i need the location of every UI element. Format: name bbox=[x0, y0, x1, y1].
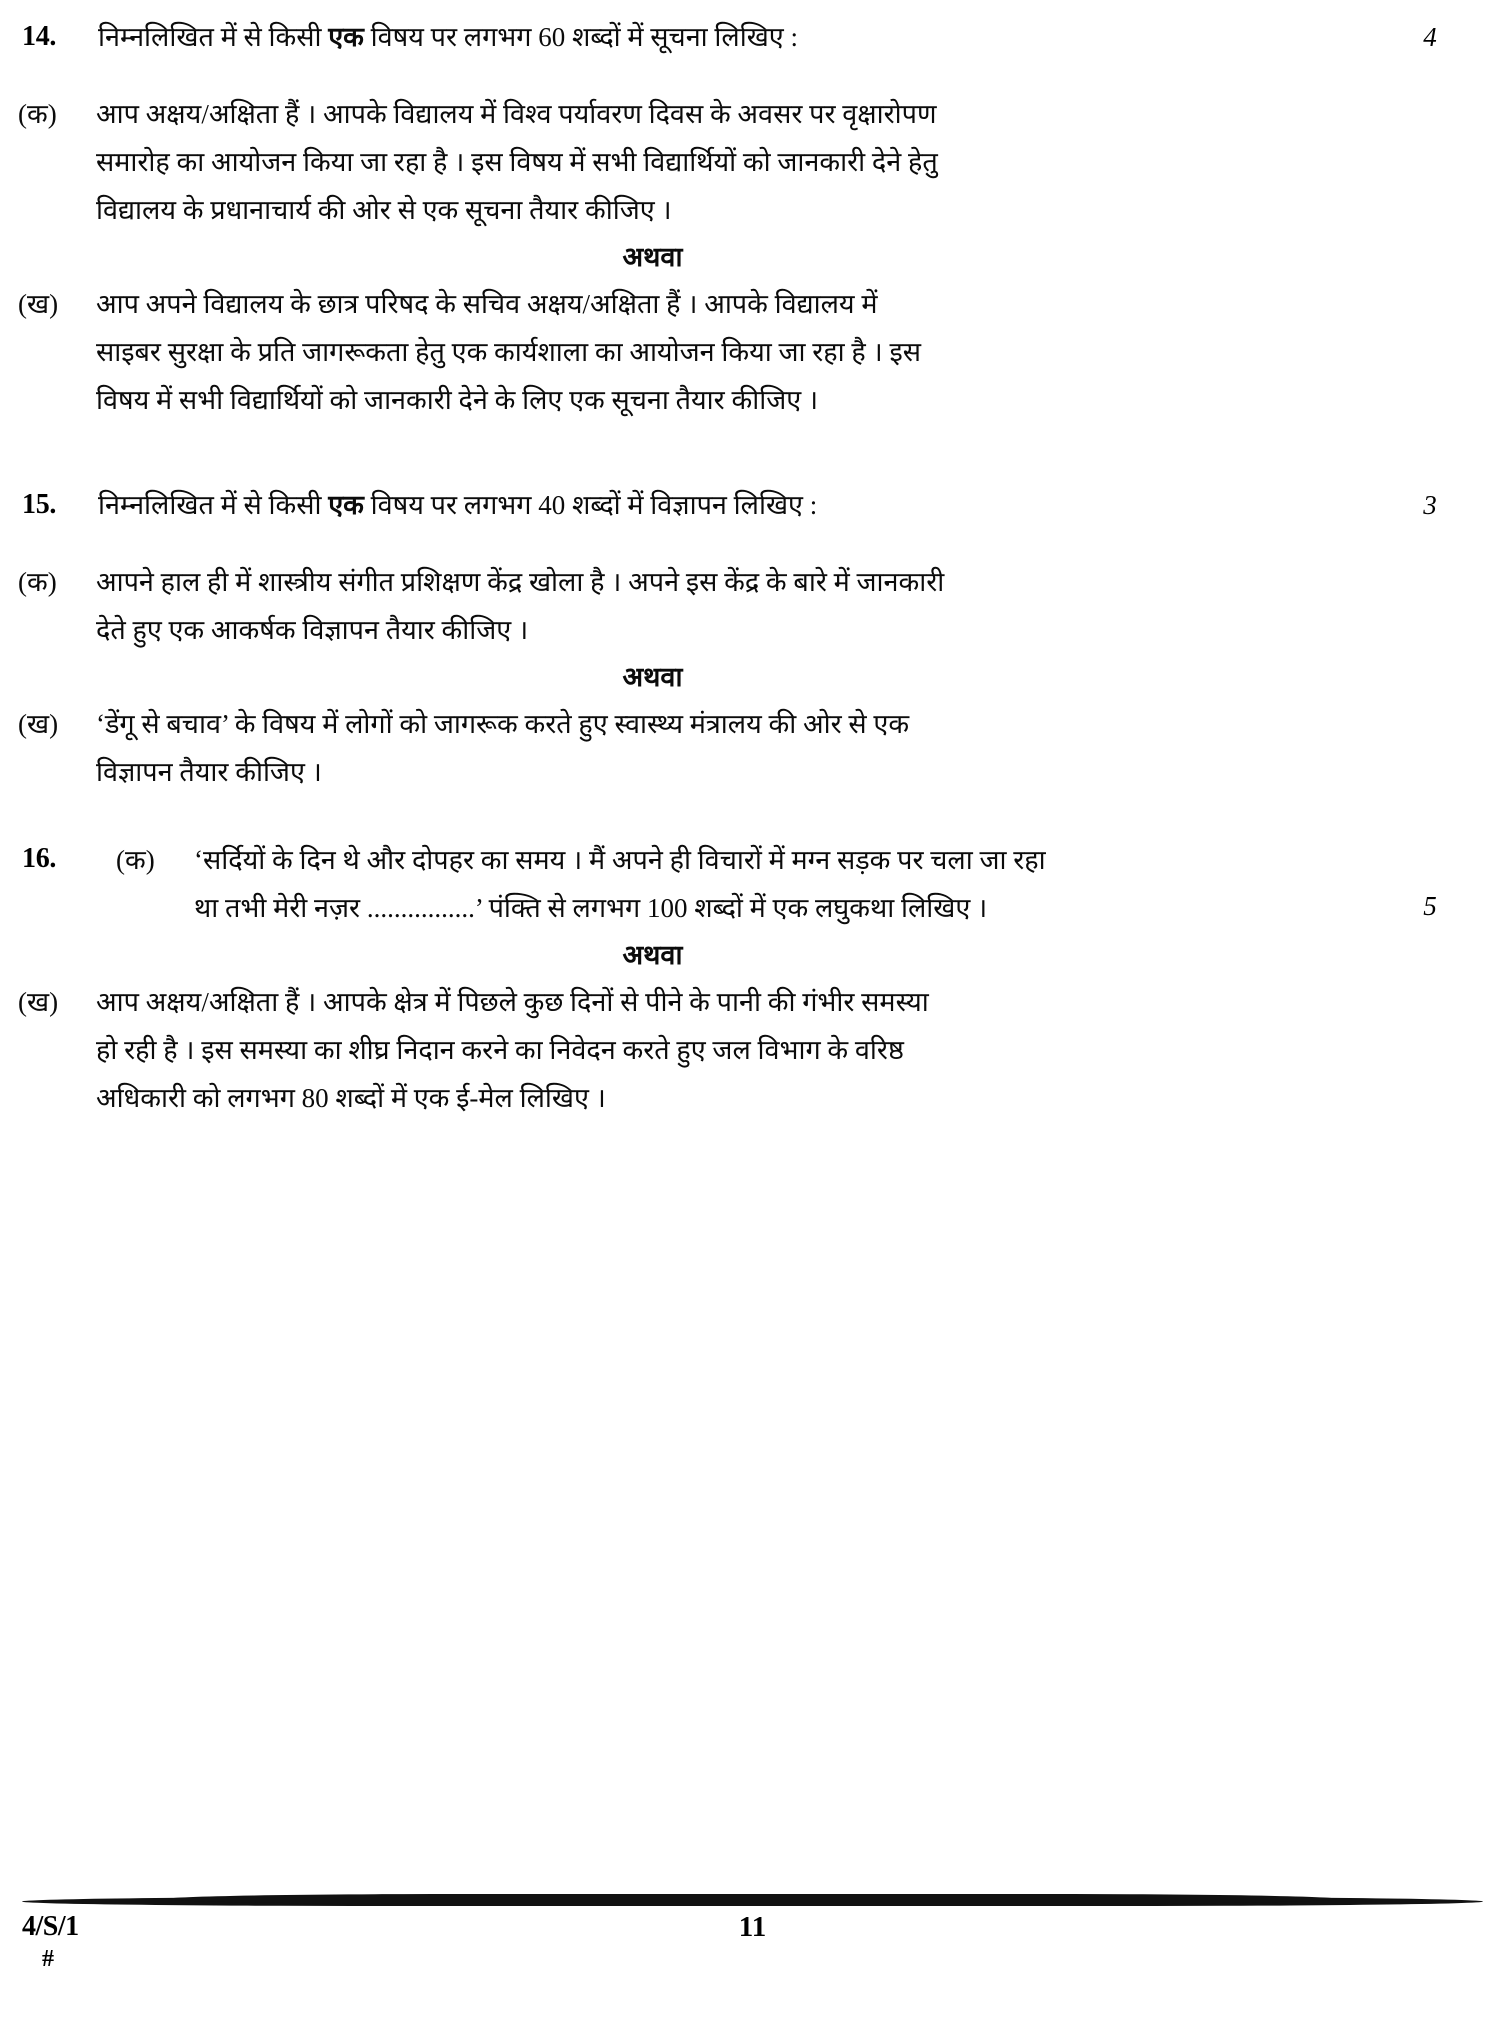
text-line: आप अक्षय/अक्षिता हैं । आपके विद्यालय में विश्व पर्यावरण दिवस के अवसर पर वृक्षारोपण bbox=[96, 99, 937, 129]
question-15-option-a-label: (क) bbox=[18, 567, 57, 597]
question-14-option-b-text bbox=[96, 280, 1475, 424]
question-15-marks: 3 bbox=[1423, 490, 1437, 520]
question-14-option-a-text bbox=[96, 90, 1475, 234]
question-15-number: 15. bbox=[22, 489, 57, 520]
question-15 bbox=[0, 482, 1475, 528]
text-line: साइबर सुरक्षा के प्रति जागरूकता हेतु एक कार्यशाला का आयोजन किया जा रहा है । इस bbox=[96, 337, 921, 367]
question-15-option-a bbox=[0, 558, 1475, 654]
question-14-heading-pre: निम्नलिखित में से किसी bbox=[98, 22, 329, 52]
question-16 bbox=[0, 836, 1475, 932]
page-footer bbox=[0, 1910, 1505, 2000]
question-16-number: 16. bbox=[22, 843, 57, 874]
question-14-heading bbox=[98, 14, 1475, 60]
question-14-body bbox=[98, 14, 1475, 60]
question-16-option-a-label: (क) bbox=[116, 845, 155, 875]
question-16-option-b-label: (ख) bbox=[18, 987, 59, 1017]
question-16-or-label: अथवा bbox=[622, 940, 683, 970]
footer-page-number: 11 bbox=[738, 1911, 767, 1943]
text-line: समारोह का आयोजन किया जा रहा है । इस विषय में सभी विद्यार्थियों को जानकारी देने हेतु bbox=[96, 147, 938, 177]
question-15-option-a-text bbox=[96, 558, 1475, 654]
question-14-option-a bbox=[0, 90, 1475, 234]
text-line: आपने हाल ही में शास्त्रीय संगीत प्रशिक्षण केंद्र खोला है । अपने इस केंद्र के बारे में जानकारी bbox=[96, 567, 945, 597]
question-14-number: 14. bbox=[22, 21, 57, 52]
question-14-heading-bold: एक bbox=[328, 22, 364, 52]
spacer bbox=[0, 424, 1475, 482]
question-15-option-b bbox=[0, 700, 1475, 796]
question-14-option-a-label: (क) bbox=[18, 99, 57, 129]
question-16-option-a bbox=[98, 836, 1475, 932]
question-15-heading-pre: निम्नलिखित में से किसी bbox=[98, 490, 329, 520]
footer-divider bbox=[22, 1897, 1483, 1906]
text-line: अधिकारी को लगभग 80 शब्दों में एक ई-मेल लिखिए । bbox=[96, 1083, 606, 1113]
spacer bbox=[0, 60, 1475, 90]
question-14-heading-post: विषय पर लगभग 60 शब्दों में सूचना लिखिए : bbox=[363, 22, 798, 52]
question-15-heading-post: विषय पर लगभग 40 शब्दों में विज्ञापन लिखिए : bbox=[363, 490, 818, 520]
text-line: विषय में सभी विद्यार्थियों को जानकारी देने के लिए एक सूचना तैयार कीजिए । bbox=[96, 385, 819, 415]
text-line: आप अक्षय/अक्षिता हैं । आपके क्षेत्र में पिछले कुछ दिनों से पीने के पानी की गंभीर समस्या bbox=[96, 987, 929, 1017]
text-line: विद्यालय के प्रधानाचार्य की ओर से एक सूचना तैयार कीजिए । bbox=[96, 195, 672, 225]
text-line: हो रही है । इस समस्या का शीघ्र निदान करने का निवेदन करते हुए जल विभाग के वरिष्ठ bbox=[96, 1035, 904, 1065]
text-line: ‘सर्दियों के दिन थे और दोपहर का समय । मैं अपने ही विचारों में मग्न सड़क पर चला जा रहा bbox=[194, 845, 1046, 875]
question-14-or-label: अथवा bbox=[622, 242, 683, 272]
question-16-body bbox=[98, 836, 1475, 932]
text-line: आप अपने विद्यालय के छात्र परिषद के सचिव अक्षय/अक्षिता हैं । आपके विद्यालय में bbox=[96, 289, 878, 319]
question-14 bbox=[0, 14, 1475, 60]
footer-hash-mark: # bbox=[42, 1946, 54, 1972]
text-line: था तभी मेरी नज़र ................’ पंक्ति से लगभग 100 शब्दों में एक लघुकथा लिखिए । bbox=[194, 893, 988, 923]
spacer bbox=[0, 796, 1475, 836]
spacer bbox=[0, 528, 1475, 558]
question-16-option-a-text bbox=[194, 836, 1475, 932]
question-14-option-b-label: (ख) bbox=[18, 289, 59, 319]
question-16-option-b bbox=[0, 978, 1475, 1122]
text-line: ‘डेंगू से बचाव’ के विषय में लोगों को जागरूक करते हुए स्वास्थ्य मंत्रालय की ओर से एक bbox=[96, 709, 910, 739]
question-15-body bbox=[98, 482, 1475, 528]
question-16-marks: 5 bbox=[1423, 891, 1437, 921]
page-content bbox=[0, 14, 1505, 1122]
question-15-option-b-text bbox=[96, 700, 1475, 796]
question-15-heading-bold: एक bbox=[328, 490, 364, 520]
question-16-option-b-text bbox=[96, 978, 1475, 1122]
text-line: देते हुए एक आकर्षक विज्ञापन तैयार कीजिए । bbox=[96, 615, 529, 645]
question-15-or-label: अथवा bbox=[622, 662, 683, 692]
question-15-option-b-label: (ख) bbox=[18, 709, 59, 739]
question-14-marks: 4 bbox=[1423, 22, 1437, 52]
question-15-heading bbox=[98, 482, 1475, 528]
footer-paper-code: 4/S/1 bbox=[22, 1911, 79, 1942]
question-14-option-b bbox=[0, 280, 1475, 424]
text-line: विज्ञापन तैयार कीजिए । bbox=[96, 757, 322, 787]
